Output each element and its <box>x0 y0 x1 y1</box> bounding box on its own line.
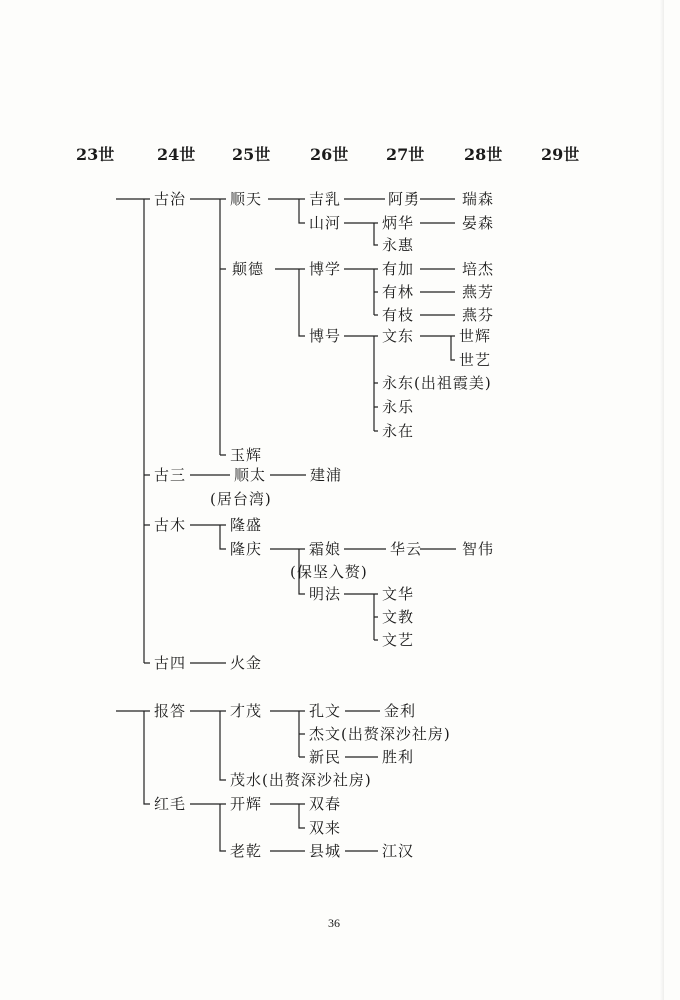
person-name: 江汉 <box>382 842 415 860</box>
person-name: 新民 <box>309 748 342 766</box>
person-name: 世辉 <box>459 327 492 345</box>
person-name: 开辉 <box>230 795 263 813</box>
person-name: 文教 <box>382 608 415 626</box>
person-name: 培杰 <box>462 260 495 278</box>
person-name: 老乾 <box>230 842 263 860</box>
person-name: 胜利 <box>382 748 415 766</box>
person-name: 古四 <box>154 654 187 672</box>
person-name: 智伟 <box>462 540 495 558</box>
generation-label: 26世 <box>310 145 349 164</box>
person-name: 燕芳 <box>462 283 495 301</box>
person-name: 县城 <box>309 842 342 860</box>
person-name: 金利 <box>384 702 417 720</box>
generation-label: 28世 <box>464 145 503 164</box>
person-name: 顺太 <box>234 466 267 484</box>
person-name: 古三 <box>154 466 187 484</box>
person-name: 明法 <box>309 585 342 603</box>
person-name: 颠德 <box>232 260 265 278</box>
person-name: 双来 <box>309 819 342 837</box>
person-name: 有枝 <box>382 306 415 324</box>
person-name: 报答 <box>154 702 187 720</box>
person-name: 建浦 <box>310 466 343 484</box>
person-name: 顺天 <box>230 190 263 208</box>
person-name: 永乐 <box>382 398 415 416</box>
page-number: 36 <box>328 916 340 930</box>
person-name: 孔文 <box>309 702 342 720</box>
generation-label: 29世 <box>541 145 580 164</box>
person-name: 才茂 <box>230 702 263 720</box>
person-name: 双春 <box>309 795 342 813</box>
person-name: 隆盛 <box>230 516 263 534</box>
person-name: 霜娘 <box>309 540 342 558</box>
person-name: 阿勇 <box>388 190 421 208</box>
generation-label: 24世 <box>157 145 196 164</box>
person-name: 吉乳 <box>309 190 342 208</box>
person-note: (保坚入赘) <box>290 563 368 581</box>
person-name: 火金 <box>230 654 263 672</box>
person-name: 炳华 <box>382 214 415 232</box>
person-note: (居台湾) <box>210 490 272 508</box>
person-name: 有加 <box>382 260 415 278</box>
person-name: 山河 <box>309 214 342 232</box>
scan-edge-shadow <box>660 0 664 1000</box>
person-name: 博学 <box>309 260 342 278</box>
person-name: 瑞森 <box>462 190 495 208</box>
generation-label: 23世 <box>76 145 115 164</box>
person-name: 茂水(出赘深沙社房) <box>230 771 372 789</box>
person-name: 永在 <box>382 422 415 440</box>
person-name: 晏森 <box>462 214 495 232</box>
person-name: 博号 <box>309 327 342 345</box>
person-name: 永东(出祖霞美) <box>382 374 492 392</box>
person-name: 文华 <box>382 585 415 603</box>
person-name: 永惠 <box>382 236 415 254</box>
person-name: 有林 <box>382 283 415 301</box>
person-name: 文东 <box>382 327 415 345</box>
person-name: 杰文(出赘深沙社房) <box>309 725 451 743</box>
person-name: 古木 <box>154 516 187 534</box>
person-name: 玉辉 <box>230 446 263 464</box>
person-name: 隆庆 <box>230 540 263 558</box>
person-name: 世艺 <box>459 351 492 369</box>
person-name: 红毛 <box>154 795 187 813</box>
person-name: 华云 <box>390 540 423 558</box>
person-name: 文艺 <box>382 631 415 649</box>
generation-label: 27世 <box>386 145 425 164</box>
person-name: 燕芬 <box>462 306 495 324</box>
person-name: 古治 <box>154 190 187 208</box>
generation-label: 25世 <box>232 145 271 164</box>
